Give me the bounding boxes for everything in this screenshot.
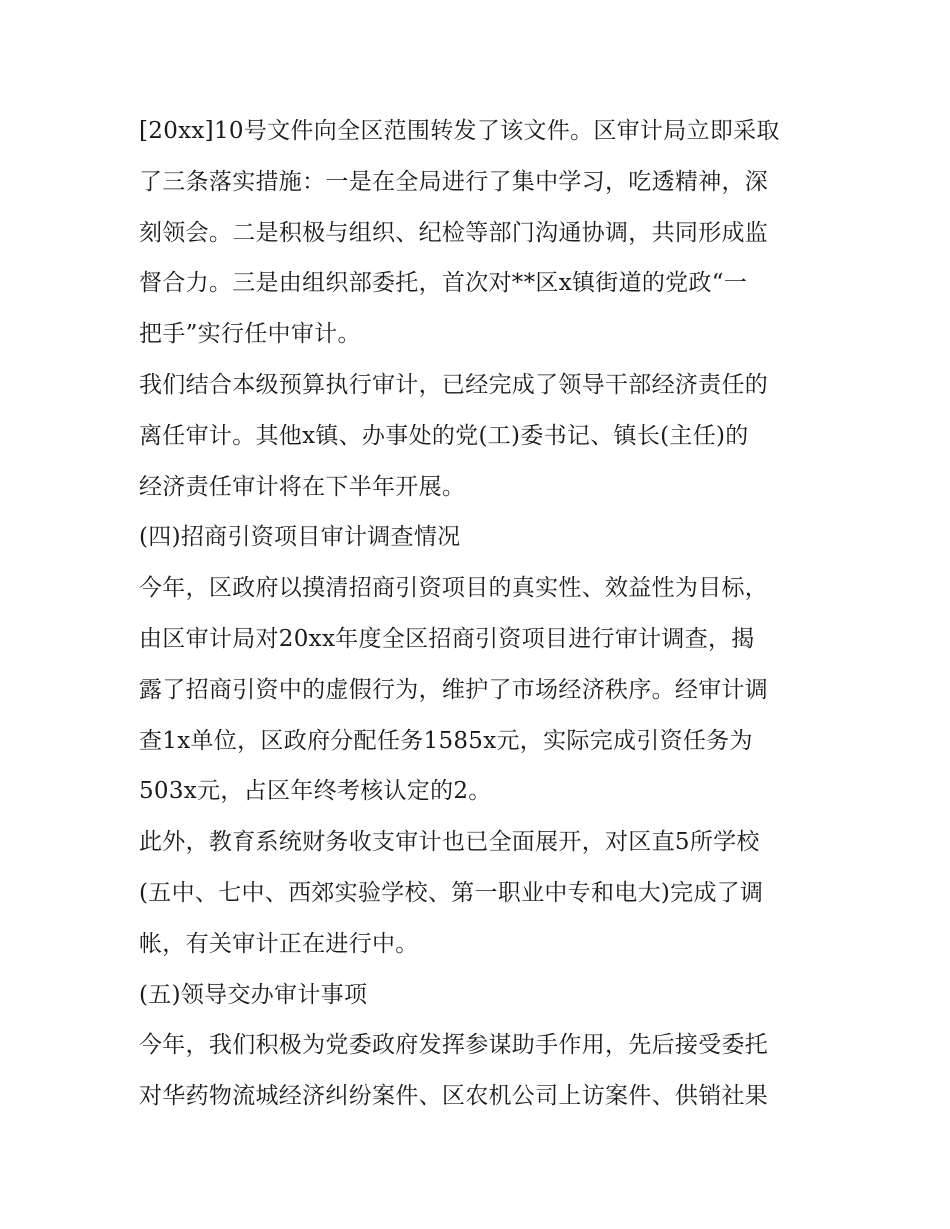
document-body xyxy=(139,106,829,1122)
paragraph-education-audit xyxy=(139,817,829,969)
text-line: 今年，区政府以摸清招商引资项目的真实性、效益性为目标， xyxy=(139,575,769,602)
text-line: 帐，有关审计正在进行中。 xyxy=(139,930,419,957)
section-heading-assigned-audit xyxy=(139,970,829,1021)
paragraph-investment-audit xyxy=(139,563,829,817)
text-line: 离任审计。其他x镇、办事处的党(工)委书记、镇长(主任)的 xyxy=(139,422,749,449)
text-line: 刻领会。二是积极与组织、纪检等部门沟通协调，共同形成监 xyxy=(139,219,769,246)
section-heading-investment-audit xyxy=(139,512,829,563)
paragraph-assigned-audit xyxy=(139,1020,829,1122)
text-line: [20xx]10号文件向全区范围转发了该文件。区审计局立即采取 xyxy=(139,118,780,144)
text-line: 我们结合本级预算执行审计，已经完成了领导干部经济责任的 xyxy=(139,371,769,398)
text-line: 经济责任审计将在下半年开展。 xyxy=(139,473,466,500)
text-line: 今年，我们积极为党委政府发挥参谋助手作用，先后接受委托 xyxy=(139,1032,769,1059)
text-line: 把手”实行任中审计。 xyxy=(139,321,361,348)
section-heading: (五)领导交办审计事项 xyxy=(139,981,368,1008)
text-line: 督合力。三是由组织部委托，首次对**区x镇街道的党政“一 xyxy=(139,270,748,297)
text-line: 此外，教育系统财务收支审计也已全面展开，对区直5所学校 xyxy=(139,829,760,856)
text-line: 503x元，占区年终考核认定的2。 xyxy=(139,778,492,805)
paragraph-document-forwarding xyxy=(139,106,829,360)
text-line: 露了招商引资中的虚假行为，维护了市场经济秩序。经审计调 xyxy=(139,676,769,703)
text-line: 由区审计局对20xx年度全区招商引资项目进行审计调查，揭 xyxy=(139,625,755,652)
paragraph-departure-audit xyxy=(139,360,829,512)
text-line: 查1x单位，区政府分配任务1585x元，实际完成引资任务为 xyxy=(139,727,753,754)
text-line: 了三条落实措施：一是在全局进行了集中学习，吃透精神，深 xyxy=(139,168,769,195)
section-heading: (四)招商引资项目审计调查情况 xyxy=(139,524,461,551)
text-line: 对华药物流城经济纠纷案件、区农机公司上访案件、供销社果 xyxy=(139,1083,769,1110)
text-line: (五中、七中、西郊实验学校、第一职业中专和电大)完成了调 xyxy=(139,879,764,906)
